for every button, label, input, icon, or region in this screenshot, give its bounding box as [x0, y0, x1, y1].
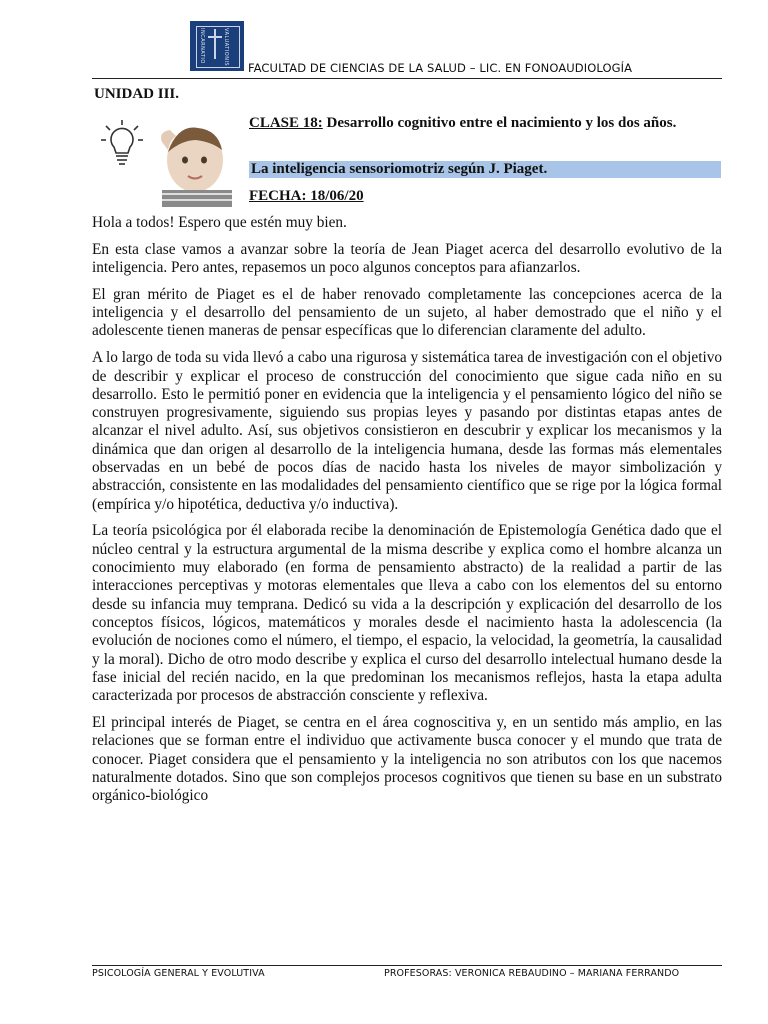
footer-teachers: PROFESORAS: VERONICA REBAUDINO – MARIANA FERRANDO: [384, 968, 680, 979]
class-date: FECHA: 18/06/20: [249, 188, 364, 204]
footer-rule: [92, 965, 722, 966]
paragraph: A lo largo de toda su vida llevó a cabo una rigurosa y sistemática tarea de investigación con el objetivo de describir y explicar el proceso de construcción del conocimiento que sigue cada niño en su desarrollo. Esto le permitió poner en evidencia que la inteligencia y el pensamiento lógico del niño se construyen progresivamente, siguiendo sus propias leyes y pasando por distintas etapas antes de alcanzar el nivel adulto. Así, sus objetivos consistieron en descubrir y explicar los mecanismos y la dinámica que dan origen al desarrollo de la inteligencia humana, desde las formas más elementales observadas en un bebé de pocos días de nacido hasta los niveles de mayor simbolización y abstracción, consistente en las modalidades del pensamiento científico que se rige por la lógica formal (empírica y/o hipotética, deductiva y/o inductiva).: [92, 349, 722, 513]
body-text: [92, 214, 722, 814]
header-rule: [92, 78, 722, 79]
paragraph: El gran mérito de Piaget es el de haber renovado completamente las concepciones acerca de la inteligencia y el desarrollo del pensamiento de un sujeto, al haber demostrado que el niño y el adolescente tienen maneras de pensar específicas que lo diferencian claramente del adulto.: [92, 285, 722, 340]
paragraph: Hola a todos! Espero que estén muy bien.: [92, 214, 347, 231]
faculty-header: FACULTAD DE CIENCIAS DE LA SALUD – LIC. EN FONOAUDIOLOGÍA: [248, 61, 633, 75]
lightbulb-icon: [101, 120, 143, 164]
university-logo: INCARNATIO VALUATIONIS: [190, 21, 244, 71]
paragraph: La teoría psicológica por él elaborada recibe la denominación de Epistemología Genética dado que el núcleo central y la estructura argumental de la misma describe y explica como el hombre alcanza un conocimiento muy elaborado (en forma de pensamiento abstracto) de la realidad a partir de las interacciones perceptivas y motoras elementales que lleva a cabo con los elementos del su entorno desde su infancia muy temprana. Dedicó su vida a la descripción y explicación del desarrollo de los conceptos físicos, lógicos, matemáticos y morales desde el nacimiento hasta la adolescencia (la evolución de nociones como el número, el tiempo, el espacio, la velocidad, la geometría, la causalidad y la moral). Dicho de otro modo describe y explica el curso del desarrollo intelectual humano desde la fase inicial del recién nacido, en la que predominan los mecanismos reflejos, hasta la etapa adulta caracterizada por procesos de abstracción consciente y reflexiva.: [92, 522, 722, 705]
baby-figure: [161, 128, 232, 208]
unit-title: UNIDAD III.: [94, 86, 180, 102]
subtitle-highlight: La inteligencia sensoriomotriz según J. Piaget.: [249, 161, 721, 178]
baby-illustration: [100, 112, 240, 207]
class-topic: Desarrollo cognitivo entre el nacimiento y los dos años.: [322, 115, 677, 131]
footer-course: PSICOLOGÍA GENERAL Y EVOLUTIVA: [92, 968, 265, 979]
paragraph: El principal interés de Piaget, se centra en el área cognoscitiva y, en un sentido más amplio, en las relaciones que se forman entre el individuo que activamente busca conocer y el mundo que trata de conocer. Piaget considera que el pensamiento y la inteligencia no son atributos con los que nacemos naturalmente dotados. Sino que son complejos procesos cognitivos que tienen su base en un substrato orgánico-biológico: [92, 713, 722, 805]
paragraph: En esta clase vamos a avanzar sobre la teoría de Jean Piaget acerca del desarrollo evolutivo de la inteligencia. Pero antes, repasemos un poco algunos conceptos para afianzarlos.: [92, 240, 722, 277]
class-title: [249, 114, 723, 133]
class-label: CLASE 18:: [249, 115, 323, 131]
